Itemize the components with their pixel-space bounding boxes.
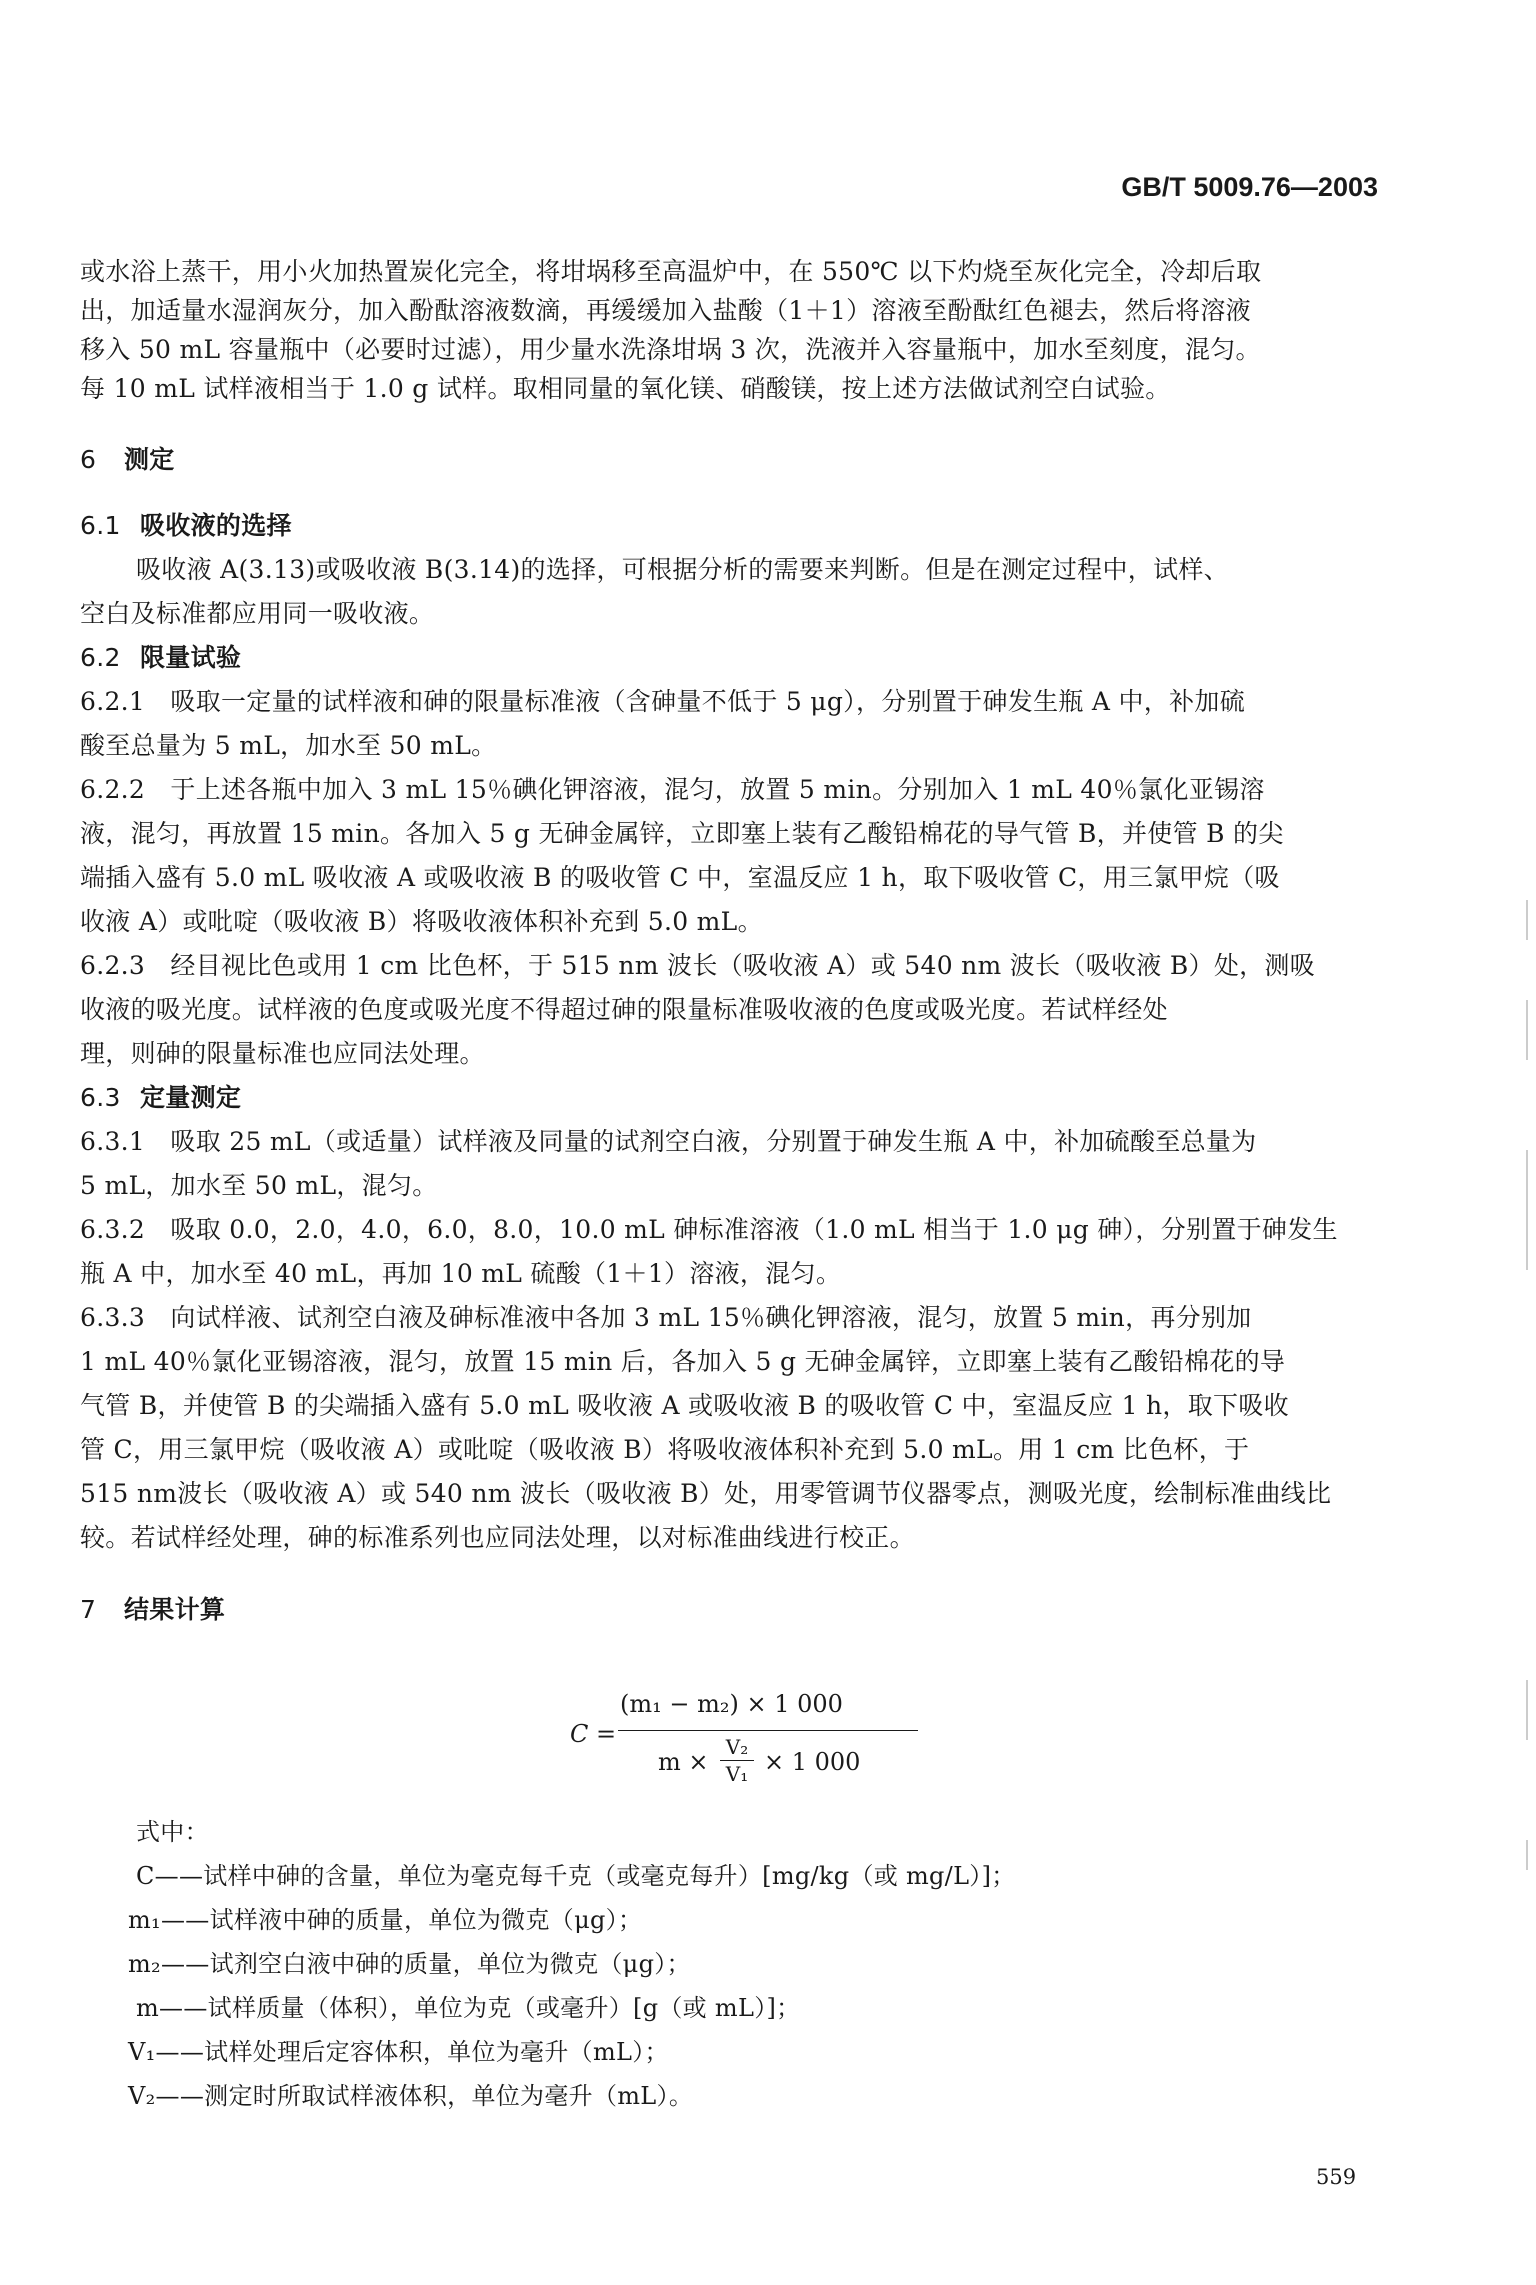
formula-den-left: m × [658,1748,709,1776]
section-heading-6-3: 6.3 定量测定 [80,1083,242,1112]
clause-6-3-1: 6.3.1 吸取 25 mL（或适量）试样液及同量的试剂空白液，分别置于砷发生瓶 A 中，补加硫酸至总量为 [80,1127,1257,1156]
scan-edge-mark [1526,900,1528,940]
paragraph-line: 移入 50 mL 容量瓶中（必要时过滤），用少量水洗涤坩埚 3 次，洗液并入容量瓶中，加水至刻度，混匀。 [80,335,1261,364]
definition-item: V₁——试样处理后定容体积，单位为毫升（mL）； [128,2038,669,2066]
scan-edge-mark [1526,1680,1528,1740]
definition-item: m——试样质量（体积），单位为克（或毫升）[g（或 mL）]； [136,1994,801,2022]
scan-edge-mark [1526,1150,1528,1270]
paragraph-line: 较。若试样经处理，砷的标准系列也应同法处理，以对标准曲线进行校正。 [80,1523,915,1552]
paragraph-line: 收液 A）或吡啶（吸收液 B）将吸收液体积补充到 5.0 mL。 [80,907,763,936]
definition-item: m₁——试样液中砷的质量，单位为微克（μg）； [128,1906,643,1934]
page-number: 559 [1316,2165,1357,2189]
paragraph-line: 5 mL，加水至 50 mL，混匀。 [80,1171,438,1200]
clause-6-2-3: 6.2.3 经目视比色或用 1 cm 比色杯，于 515 nm 波长（吸收液 A）或 540 nm 波长（吸收液 B）处，测吸 [80,951,1316,980]
paragraph-line: 酸至总量为 5 mL，加水至 50 mL。 [80,731,497,760]
formula-den-right: × 1 000 [764,1748,861,1776]
paragraph-line: 出，加适量水湿润灰分，加入酚酞溶液数滴，再缓缓加入盐酸（1＋1）溶液至酚酞红色褪去，然后将溶液 [80,296,1251,325]
paragraph-line: 端插入盛有 5.0 mL 吸收液 A 或吸收液 B 的吸收管 C 中，室温反应 1 h，取下吸收管 C，用三氯甲烷（吸 [80,863,1280,892]
definition-item: C——试样中砷的含量，单位为毫克每千克（或毫克每升）[mg/kg（或 mg/L）]； [136,1862,1016,1890]
formula-lhs: C = [570,1720,617,1748]
paragraph-line: 理，则砷的限量标准也应同法处理。 [80,1039,485,1068]
paragraph-line: 每 10 mL 试样液相当于 1.0 g 试样。取相同量的氧化镁、硝酸镁，按上述方法做试剂空白试验。 [80,374,1171,403]
volume-ratio-bar [720,1760,754,1761]
paragraph-line: 收液的吸光度。试样液的色度或吸光度不得超过砷的限量标准吸收液的色度或吸光度。若试样经处 [80,995,1168,1024]
definitions-intro: 式中： [136,1818,209,1846]
paragraph-line: 液，混匀，再放置 15 min。各加入 5 g 无砷金属锌，立即塞上装有乙酸铅棉花的导气管 B，并使管 B 的尖 [80,819,1284,848]
volume-ratio-bottom: V₁ [725,1762,749,1786]
paragraph-line: 1 mL 40％氯化亚锡溶液，混匀，放置 15 min 后，各加入 5 g 无砷金属锌，立即塞上装有乙酸铅棉花的导 [80,1347,1286,1376]
volume-ratio-top: V₂ [725,1735,749,1759]
fraction-bar [618,1730,918,1731]
formula-numerator: (m₁ − m₂) × 1 000 [620,1690,843,1718]
definition-item: m₂——试剂空白液中砷的质量，单位为微克（μg）； [128,1950,691,1978]
standard-number: GB/T 5009.76—2003 [1121,172,1378,202]
clause-6-2-1: 6.2.1 吸取一定量的试样液和砷的限量标准液（含砷量不低于 5 μg），分别置于砷发生瓶 A 中，补加硫 [80,687,1246,716]
scan-edge-mark [1526,1000,1528,1060]
section-heading-7: 7 结果计算 [80,1595,226,1624]
paragraph-line: 空白及标准都应用同一吸收液。 [80,599,435,628]
paragraph-line: 吸收液 A(3.13)或吸收液 B(3.14)的选择，可根据分析的需要来判断。但是在测定过程中，试样、 [136,555,1229,584]
result-formula [570,1690,990,1790]
paragraph-line: 515 nm波长（吸收液 A）或 540 nm 波长（吸收液 B）处，用零管调节仪器零点，测吸光度，绘制标准曲线比 [80,1479,1332,1508]
paragraph-line: 瓶 A 中，加水至 40 mL，再加 10 mL 硫酸（1＋1）溶液，混匀。 [80,1259,842,1288]
scan-edge-mark [1526,1840,1528,1870]
definition-item: V₂——测定时所取试样液体积，单位为毫升（mL）。 [128,2082,694,2110]
volume-ratio [720,1735,754,1786]
clause-6-2-2: 6.2.2 于上述各瓶中加入 3 mL 15％碘化钾溶液，混匀，放置 5 min。分别加入 1 mL 40％氯化亚锡溶 [80,775,1265,804]
section-heading-6: 6 测定 [80,445,175,474]
section-heading-6-2: 6.2 限量试验 [80,643,242,672]
paragraph-line: 气管 B，并使管 B 的尖端插入盛有 5.0 mL 吸收液 A 或吸收液 B 的吸收管 C 中，室温反应 1 h，取下吸收 [80,1391,1289,1420]
clause-6-3-3: 6.3.3 向试样液、试剂空白液及砷标准液中各加 3 mL 15％碘化钾溶液，混匀，放置 5 min，再分别加 [80,1303,1252,1332]
paragraph-line: 或水浴上蒸干，用小火加热置炭化完全，将坩埚移至高温炉中，在 550℃ 以下灼烧至灰化完全，冷却后取 [80,257,1262,286]
paragraph-line: 管 C，用三氯甲烷（吸收液 A）或吡啶（吸收液 B）将吸收液体积补充到 5.0 mL。用 1 cm 比色杯，于 [80,1435,1250,1464]
clause-6-3-2: 6.3.2 吸取 0.0，2.0，4.0，6.0，8.0，10.0 mL 砷标准溶液（1.0 mL 相当于 1.0 μg 砷），分别置于砷发生 [80,1215,1338,1244]
section-heading-6-1: 6.1 吸收液的选择 [80,511,292,540]
